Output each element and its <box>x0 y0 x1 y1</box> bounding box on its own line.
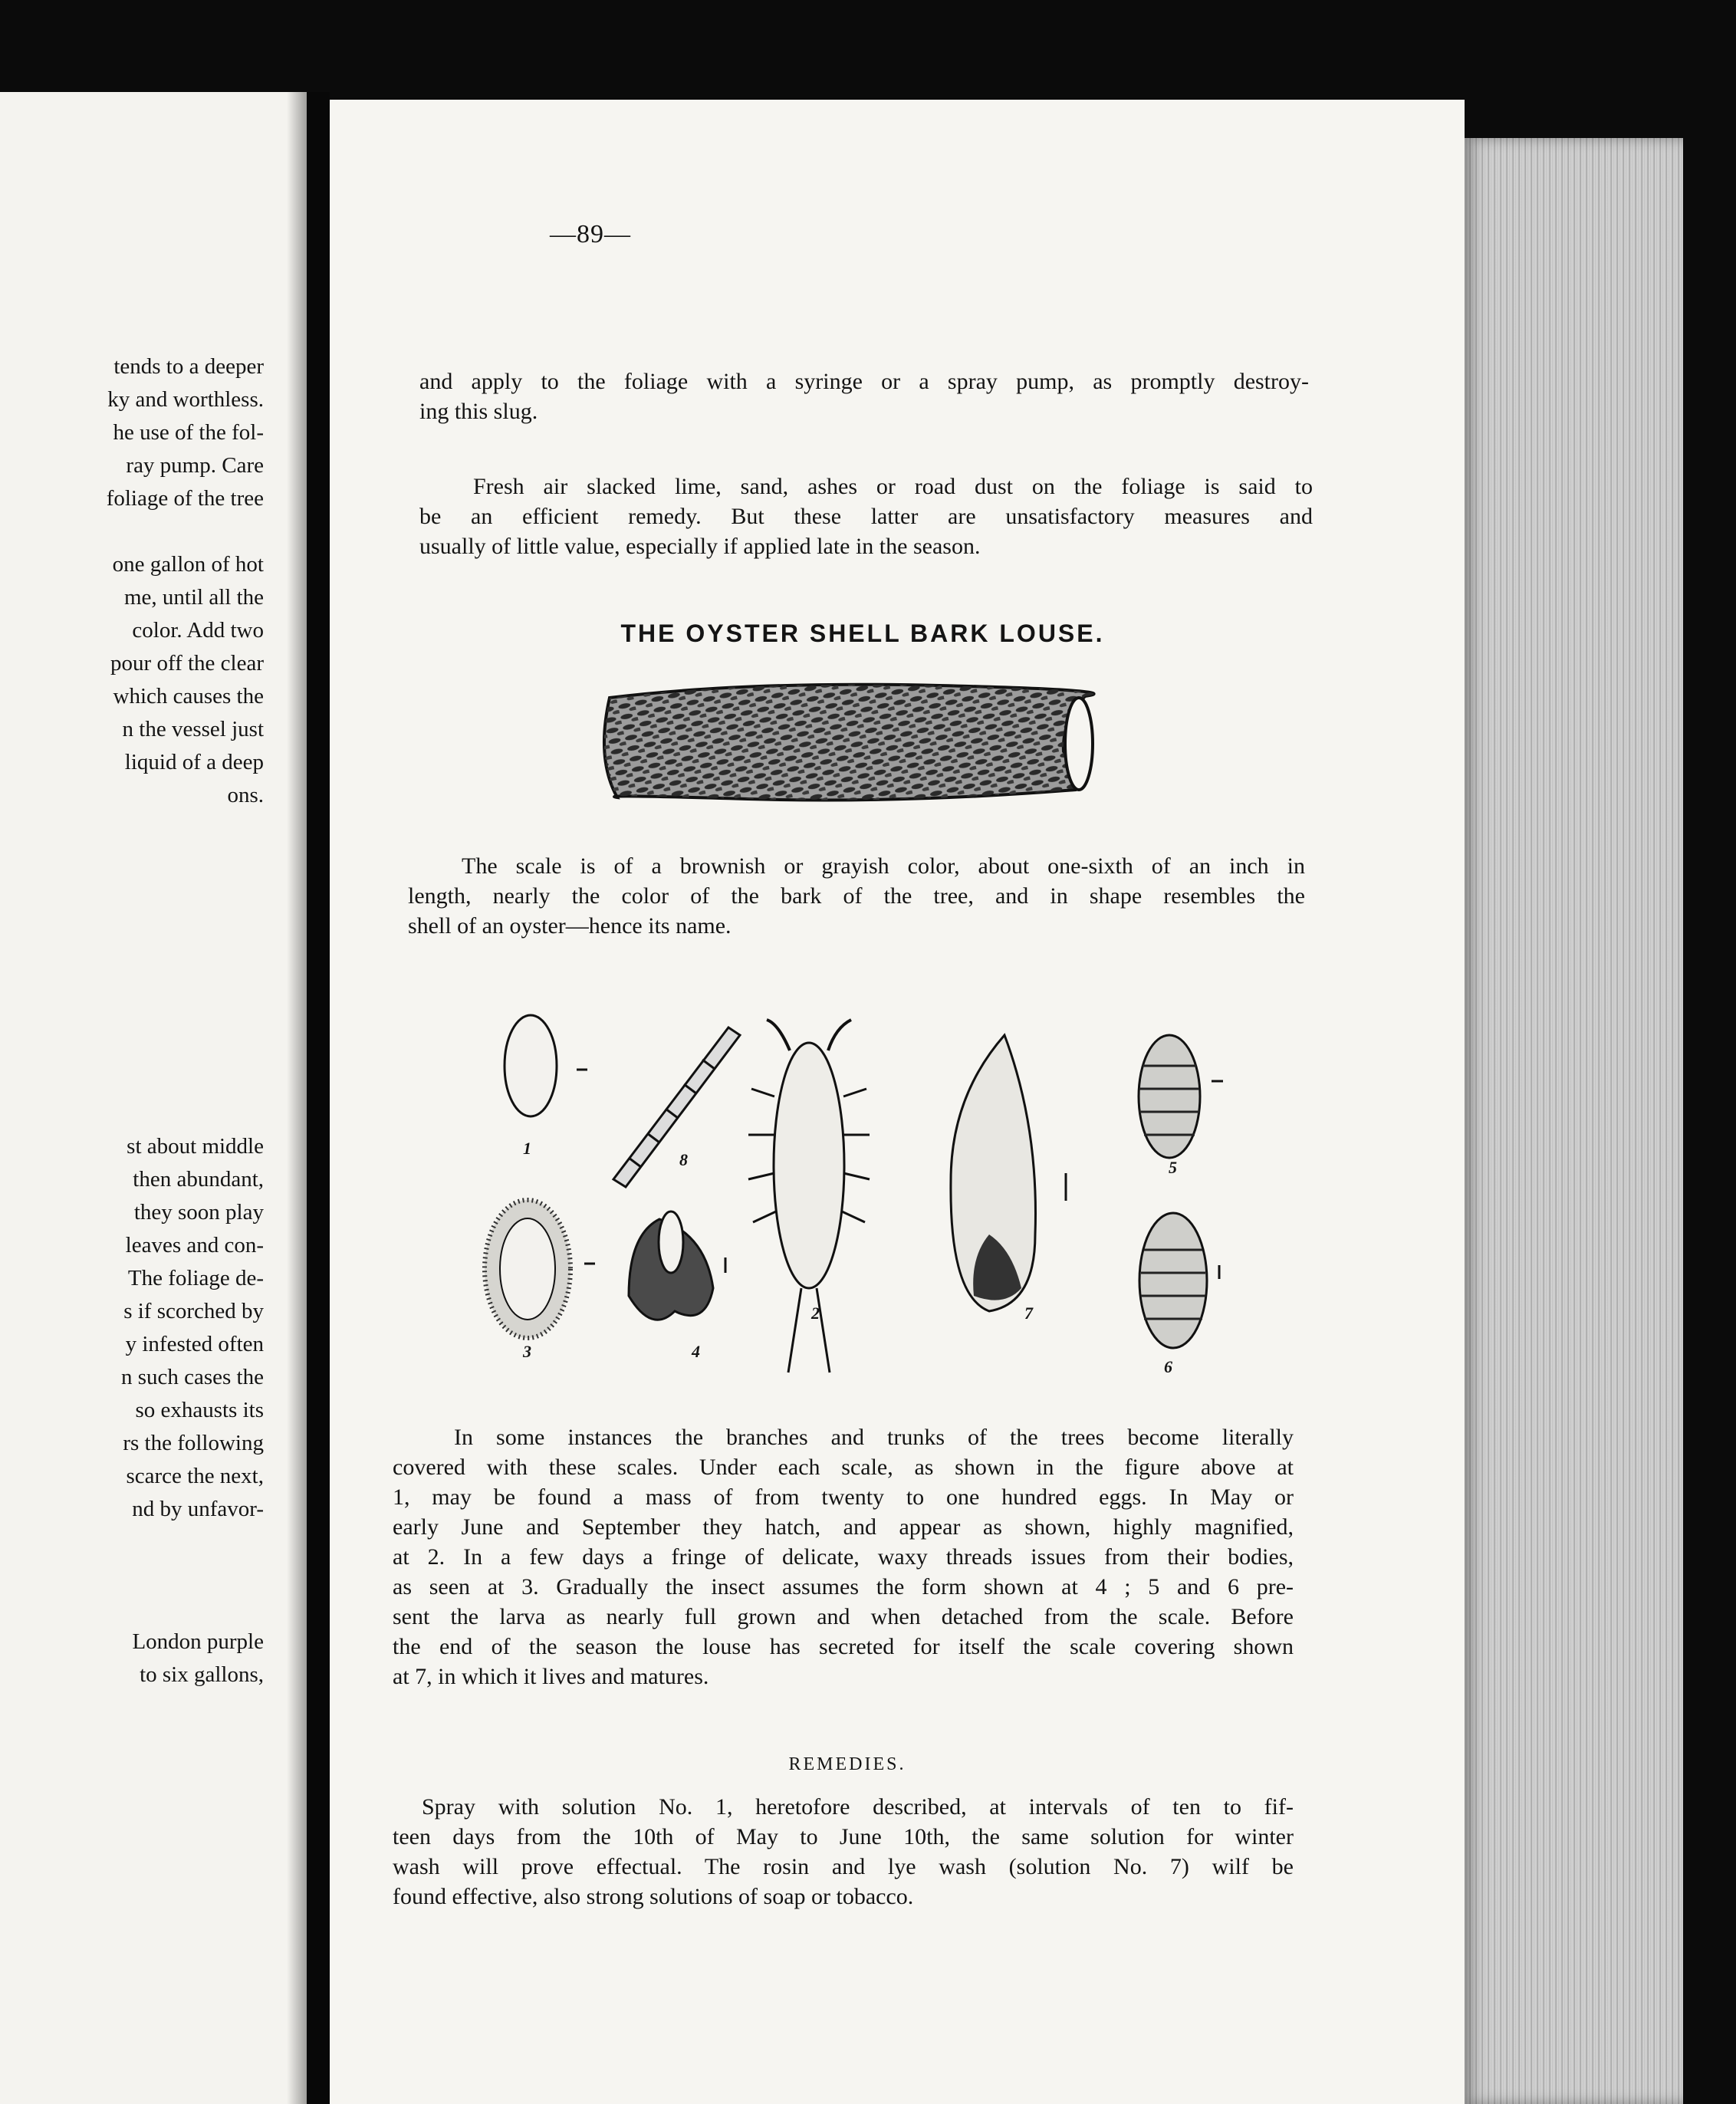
text-line: and apply to the foliage with a syringe or a spray pump, as promptly destroy- <box>419 369 1309 394</box>
left-line: scarce the next, <box>126 1464 264 1488</box>
remedies-heading: REMEDIES. <box>788 1754 906 1774</box>
antenna-drawing <box>613 1027 740 1187</box>
text-line: early June and September they hatch, and appear as shown, highly magnified, <box>393 1514 1294 1540</box>
lifecycle-paragraph <box>393 1422 1294 1691</box>
text-line: wash will prove effectual. The rosin and lye wash (solution No. 7) wilf be <box>393 1854 1294 1879</box>
left-line: then abundant, <box>133 1167 264 1192</box>
text-line: usually of little value, especially if applied late in the season. <box>419 534 981 559</box>
text-line: In some instances the branches and trunks of the trees become literally <box>454 1425 1294 1450</box>
left-line <box>0 515 264 548</box>
left-line: st about middle <box>127 1134 264 1159</box>
left-line: ons. <box>227 783 264 807</box>
bark-twig-illustration <box>594 675 1116 813</box>
left-line: they soon play <box>133 1200 264 1225</box>
left-line: n the vessel just <box>122 717 264 741</box>
remedies-paragraph <box>393 1792 1294 1912</box>
left-line: me, until all the <box>123 585 264 610</box>
left-line: n such cases the <box>120 1365 264 1389</box>
egg-drawing <box>505 1015 587 1116</box>
figure-label-2: 2 <box>811 1303 820 1323</box>
left-line: so exhausts its <box>135 1398 264 1422</box>
left-line: pour off the clear <box>110 651 264 676</box>
gutter-shadow <box>287 92 307 2104</box>
left-line: color. Add two <box>132 618 264 643</box>
text-line: as seen at 3. Gradually the insect assumes the form shown at 4 ; 5 and 6 pre- <box>393 1574 1294 1599</box>
lifecycle-figure <box>475 1004 1273 1396</box>
scale-description-paragraph <box>408 851 1305 941</box>
text-line: Spray with solution No. 1, heretofore described, at intervals of ten to fif- <box>422 1794 1294 1820</box>
text-line: found effective, also strong solutions of soap or tobacco. <box>393 1884 914 1909</box>
book-spine <box>307 92 330 2104</box>
left-line: ray pump. Care <box>126 453 264 478</box>
left-line: The foliage de- <box>127 1266 264 1290</box>
left-line: ky and worthless. <box>107 387 264 412</box>
text-line: be an efficient remedy. But these latter are unsatisfactory measures and <box>419 504 1313 529</box>
left-line: London purple <box>132 1629 264 1654</box>
figure-label-3: 3 <box>523 1342 531 1361</box>
left-line: foliage of the tree <box>106 486 264 511</box>
text-line: sent the larva as nearly full grown and when detached from the scale. Before <box>393 1604 1294 1629</box>
left-line: s if scorched by <box>123 1299 264 1323</box>
left-line: nd by unfavor- <box>132 1497 264 1521</box>
fringed-larva-drawing <box>485 1200 595 1338</box>
larva-drawing <box>748 1020 870 1373</box>
text-line: the end of the season the louse has secreted for itself the scale covering shown <box>393 1634 1294 1659</box>
scale-covering-drawing <box>951 1035 1066 1311</box>
left-line: he use of the fol- <box>113 420 264 445</box>
left-line <box>0 812 264 1130</box>
left-line: rs the following <box>123 1431 264 1455</box>
figure-label-6: 6 <box>1164 1357 1172 1376</box>
text-line: 1, may be found a mass of from twenty to one hundred eggs. In May or <box>393 1484 1294 1510</box>
left-page-text <box>0 350 264 1691</box>
figure-label-7: 7 <box>1024 1303 1033 1323</box>
figure-label-5: 5 <box>1169 1158 1177 1177</box>
text-line: at 2. In a few days a fringe of delicate, waxy threads issues from their bodies, <box>393 1544 1294 1570</box>
intro-paragraph <box>419 367 1309 426</box>
left-line: tends to a deeper <box>113 354 264 379</box>
remedy-paragraph <box>419 472 1313 561</box>
settled-larva-drawing <box>629 1211 725 1320</box>
left-facing-page <box>0 92 307 2104</box>
section-heading: THE OYSTER SHELL BARK LOUSE. <box>620 620 1105 647</box>
left-line <box>0 1526 264 1626</box>
left-line: liquid of a deep <box>124 750 264 774</box>
page-edges <box>1461 138 1683 2104</box>
figure-label-4: 4 <box>692 1342 700 1361</box>
text-line: shell of an oyster—hence its name. <box>408 913 732 939</box>
page-number: —89— <box>550 220 631 248</box>
text-line: The scale is of a brownish or grayish color, about one-sixth of an inch in <box>462 853 1305 879</box>
text-line: ing this slug. <box>419 399 538 424</box>
figure-label-1: 1 <box>523 1139 531 1158</box>
left-line: leaves and con- <box>125 1233 264 1257</box>
stage-six-drawing <box>1139 1213 1219 1348</box>
left-line: which causes the <box>113 684 264 708</box>
text-line: covered with these scales. Under each scale, as shown in the figure above at <box>393 1455 1294 1480</box>
text-line: at 7, in which it lives and matures. <box>393 1664 709 1689</box>
left-line: to six gallons, <box>140 1662 264 1687</box>
text-line: length, nearly the color of the bark of the tree, and in shape resembles the <box>408 883 1305 909</box>
left-line: y infested often <box>125 1332 264 1356</box>
left-line: one gallon of hot <box>112 552 264 577</box>
text-line: teen days from the 10th of May to June 10th, the same solution for winter <box>393 1824 1294 1849</box>
figure-label-8: 8 <box>679 1150 688 1169</box>
text-line: Fresh air slacked lime, sand, ashes or road dust on the foliage is said to <box>473 474 1313 499</box>
stage-five-drawing <box>1139 1035 1223 1158</box>
